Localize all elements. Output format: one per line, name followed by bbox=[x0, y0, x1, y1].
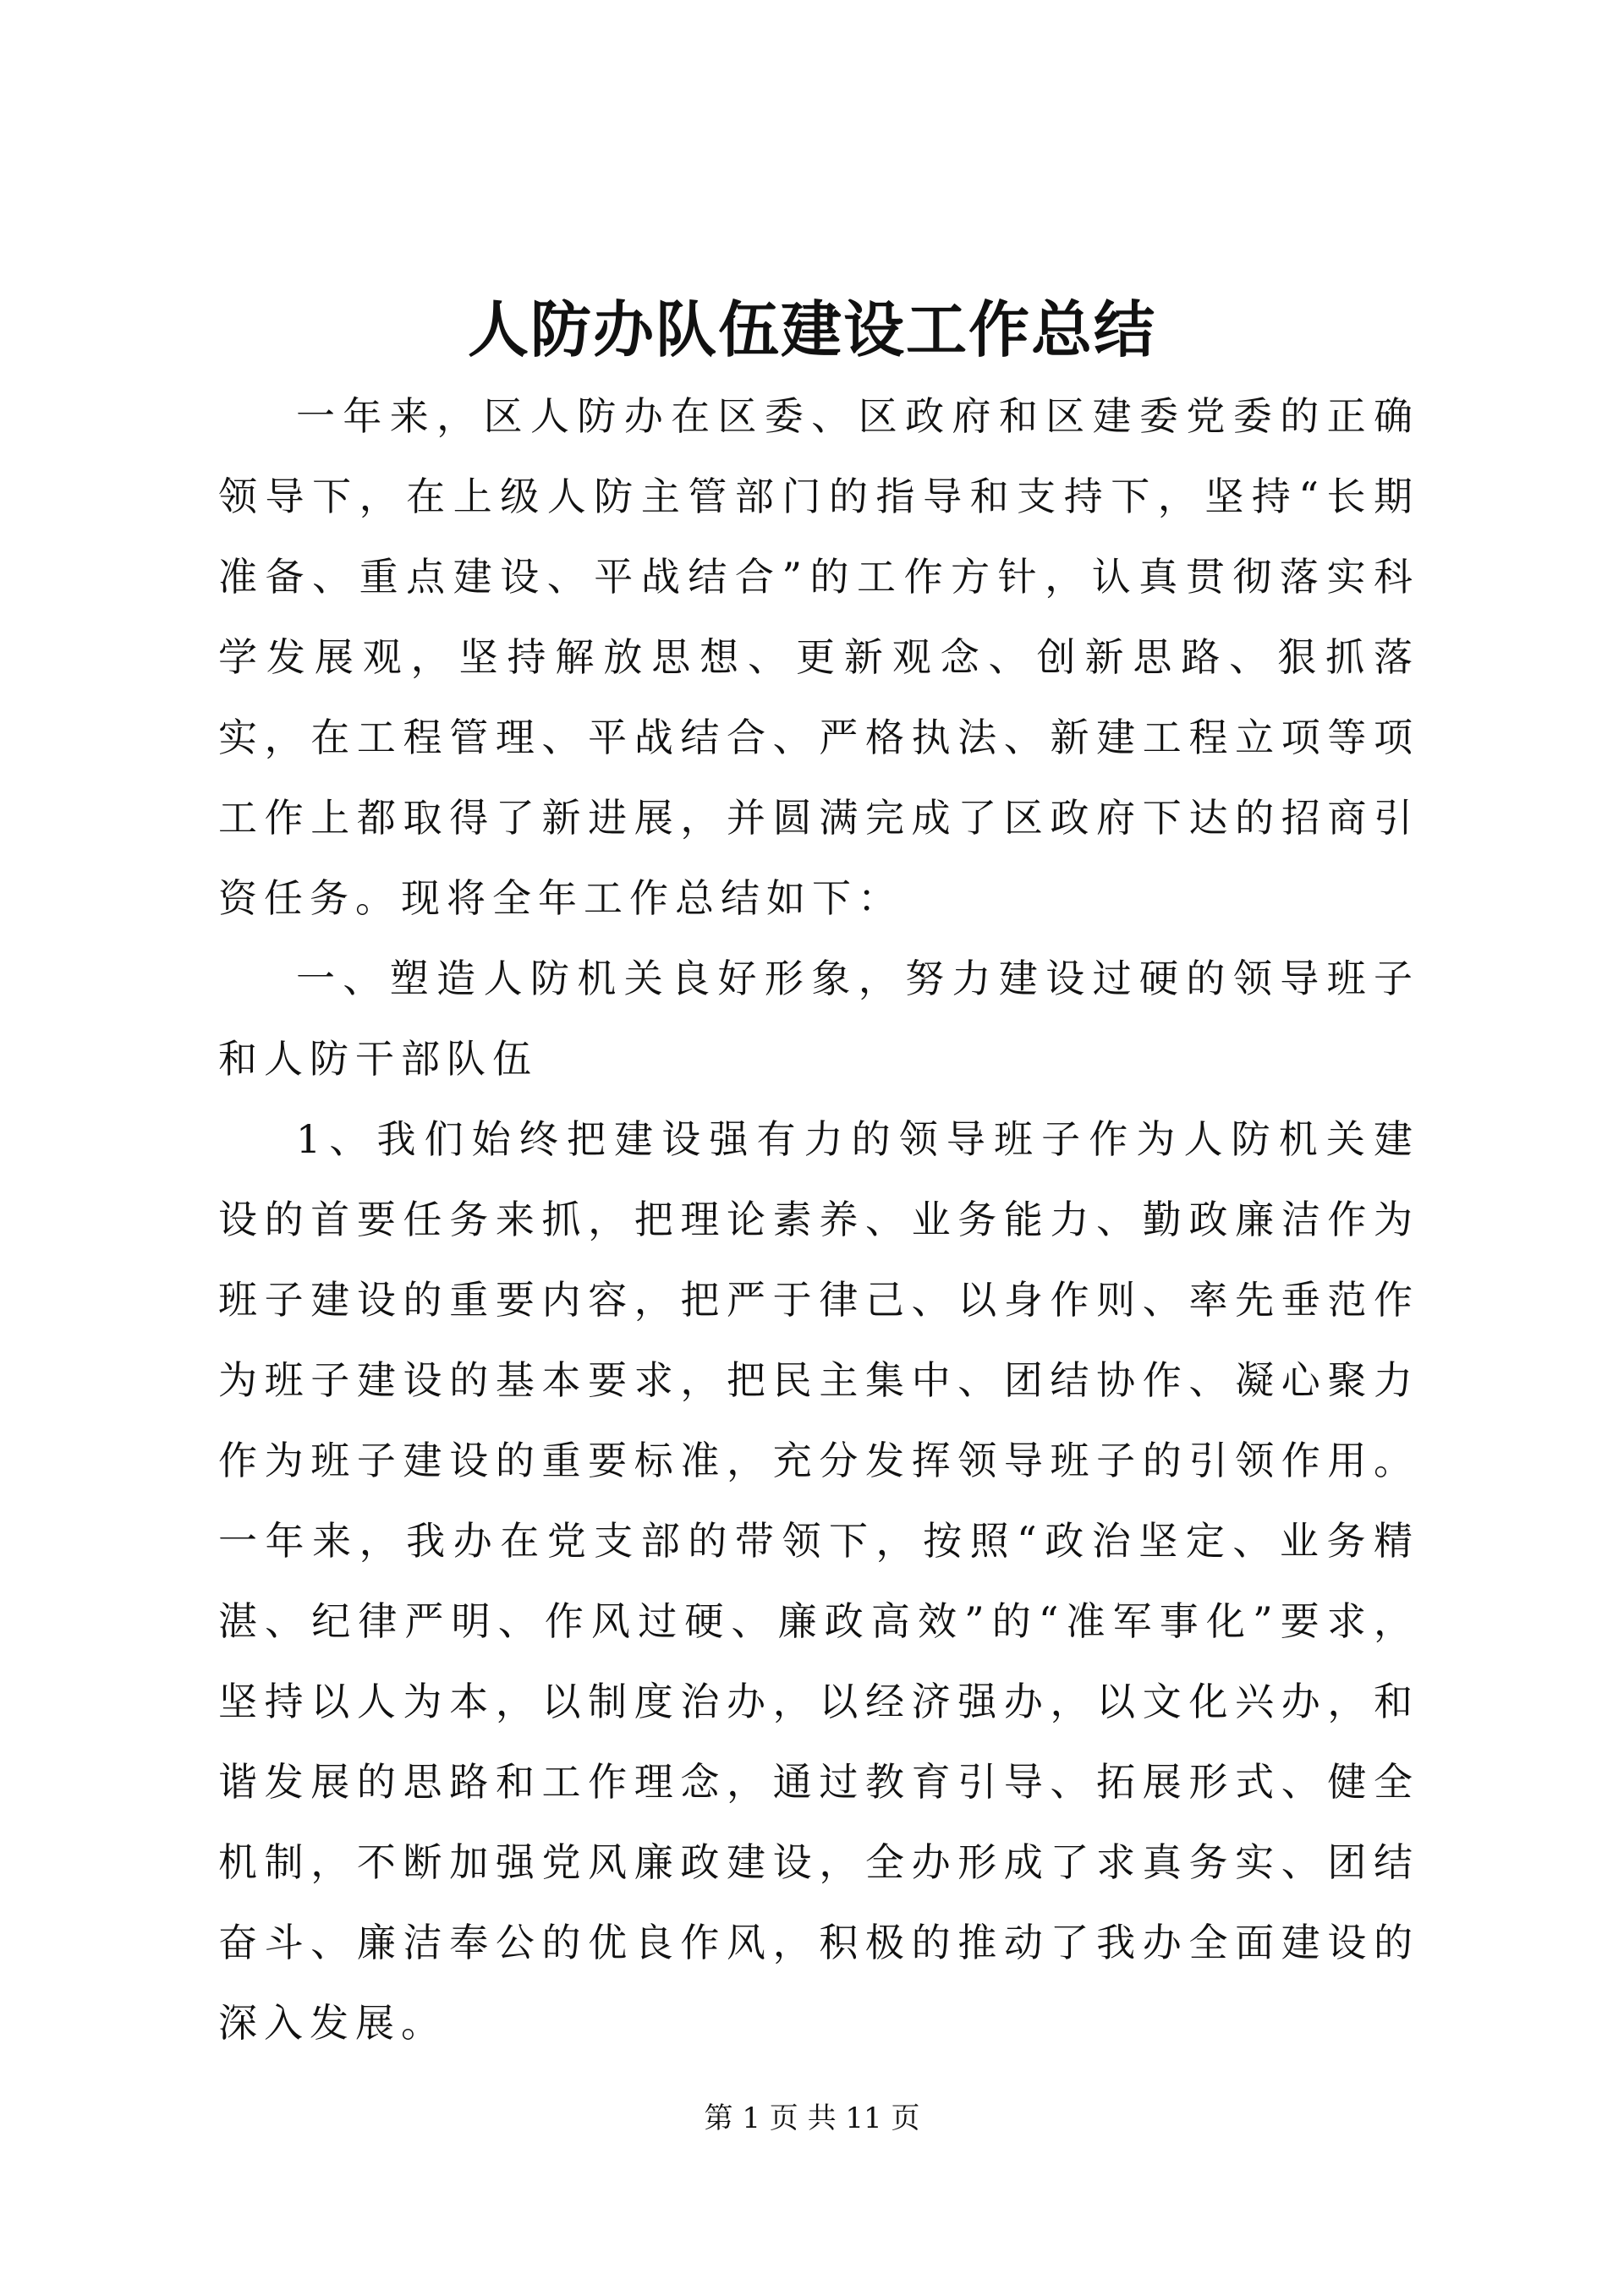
page-footer: 第 1 页 共 11 页 bbox=[704, 2101, 920, 2135]
document-title: 人防办队伍建设工作总结 bbox=[467, 293, 1156, 365]
document-body bbox=[218, 376, 1419, 2063]
section-heading-1: 一、塑造人防机关良好形象，努力建设过硬的领导班子和人防干部队伍 bbox=[218, 956, 1419, 1082]
intro-paragraph: 一年来，区人防办在区委、区政府和区建委党委的正确领导下，在上级人防主管部门的指导和支持下，坚持“长期准备、重点建设、平战结合”的工作方针，认真贯彻落实科学发展观，坚持解放思想、更新观念、创新思路、狠抓落实，在工程管理、平战结合、严格执法、新建工程立项等项工作上都取得了新进展，并圆满完成了区政府下达的招商引资任务。现将全年工作总结如下： bbox=[218, 393, 1419, 921]
section-1-paragraph-1: 1、我们始终把建设强有力的领导班子作为人防机关建设的首要任务来抓，把理论素养、业务能力、勤政廉洁作为班子建设的重要内容，把严于律己、以身作则、率先垂范作为班子建设的基本要求，把民主集中、团结协作、凝心聚力作为班子建设的重要标准，充分发挥领导班子的引领作用。一年来，我办在党支部的带领下，按照“政治坚定、业务精湛、纪律严明、作风过硬、廉政高效”的“准军事化”要求，坚持以人为本，以制度治办，以经济强办，以文化兴办，和谐发展的思路和工作理念，通过教育引导、拓展形式、健全机制，不断加强党风廉政建设，全办形成了求真务实、团结奋斗、廉洁奉公的优良作风，积极的推动了我办全面建设的深入发展。 bbox=[218, 1116, 1419, 2046]
